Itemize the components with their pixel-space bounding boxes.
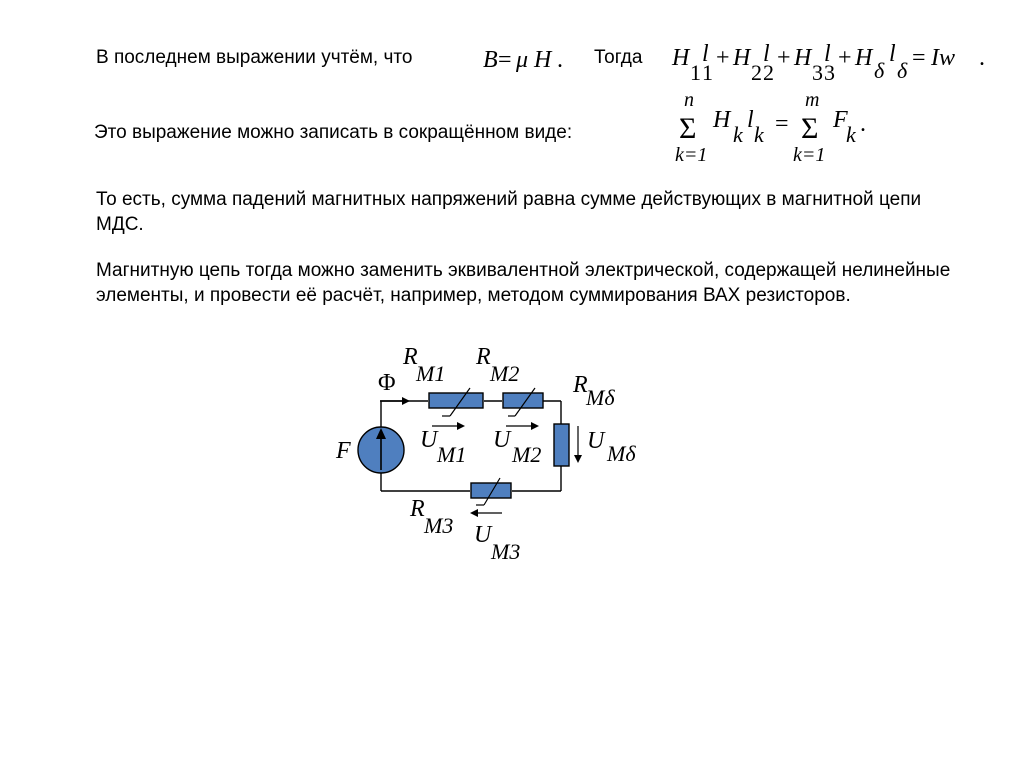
magnetic-circuit-diagram [335, 344, 636, 564]
svg-text:H: H [713, 107, 731, 133]
svg-text:F: F [833, 107, 848, 133]
svg-text:3: 3 [812, 60, 823, 85]
svg-text:B: B [483, 47, 498, 73]
formula-sum-hl-equals-iw [671, 41, 985, 85]
svg-text:k=1: k=1 [675, 144, 708, 166]
um2-sub-label: M2 [512, 442, 542, 467]
svg-text:Σ: Σ [801, 112, 819, 145]
svg-text:l: l [824, 41, 831, 67]
svg-text:k=1: k=1 [793, 144, 826, 166]
svg-text:m: m [805, 89, 820, 111]
svg-text:H: H [794, 45, 812, 71]
svg-text:l: l [747, 107, 754, 133]
rm2-sub-label: M2 [490, 361, 520, 386]
rm3-r-label: R [410, 496, 425, 522]
um3-sub-label: M3 [491, 539, 521, 564]
circuit-wire [381, 401, 428, 427]
svg-text:+: + [777, 45, 791, 71]
line1-then-word: Тогда [594, 47, 643, 68]
paragraph-equivalent-circuit: Магнитную цепь тогда можно заменить эквивалентной электрической, содержащей нелинейные элементы, и провести её расчёт, например, методом суммирования ВАХ резисторов. [96, 260, 951, 306]
um3-u-label: U [474, 522, 492, 548]
svg-text:.: . [860, 111, 866, 137]
svg-text:+: + [716, 45, 730, 71]
svg-text:k: k [733, 122, 743, 147]
umd-sub-label: Mδ [607, 441, 636, 466]
line2-text: Это выражение можно записать в сокращённом виде: [94, 122, 573, 143]
svg-text:k: k [846, 122, 856, 147]
umd-u-label: U [587, 428, 605, 454]
um1-u-label: U [420, 427, 438, 453]
resistor-rm3 [471, 483, 511, 498]
flux-label: Φ [378, 370, 396, 396]
rm3-sub-label: M3 [424, 513, 454, 538]
svg-text:μ: μ [516, 47, 529, 73]
svg-text:n: n [684, 89, 694, 111]
svg-text:.: . [979, 45, 985, 71]
svg-text:l: l [702, 41, 709, 67]
um1-sub-label: M1 [437, 442, 467, 467]
line1-text: В последнем выражении учтём, что [96, 47, 413, 68]
svg-text:1: 1 [702, 60, 713, 85]
rm2-r-label: R [476, 344, 491, 370]
svg-text:3: 3 [824, 60, 835, 85]
svg-text:=: = [775, 111, 789, 137]
svg-text:H: H [733, 45, 751, 71]
svg-text:l: l [889, 41, 896, 67]
svg-text:=: = [498, 47, 512, 73]
svg-text:2: 2 [763, 60, 774, 85]
svg-text:k: k [754, 122, 764, 147]
svg-text:2: 2 [751, 60, 762, 85]
resistor-rmdelta [554, 424, 569, 466]
formula-b-equals-mu-h [483, 47, 563, 73]
svg-text:l: l [763, 41, 770, 67]
svg-text:H: H [672, 45, 690, 71]
source-label: F [336, 438, 351, 464]
rm1-r-label: R [403, 344, 418, 370]
paragraph-sum-of-mmf: То есть, сумма падений магнитных напряжений равна сумме действующих в магнитной цепи МДС. [96, 189, 922, 235]
svg-text:+: + [838, 45, 852, 71]
svg-text:δ: δ [897, 58, 908, 83]
svg-text:H: H [534, 47, 552, 73]
svg-text:1: 1 [690, 60, 701, 85]
formula-sigma-hl-equals-sigma-f [675, 89, 866, 166]
svg-text:=: = [912, 45, 926, 71]
rm1-sub-label: M1 [416, 361, 446, 386]
rmd-sub-label: Mδ [586, 385, 615, 410]
svg-text:Σ: Σ [679, 112, 697, 145]
svg-text:H: H [855, 45, 873, 71]
rmd-r-label: R [573, 372, 588, 398]
svg-text:.: . [557, 47, 563, 73]
svg-text:Iw: Iw [931, 45, 955, 71]
svg-text:δ: δ [874, 58, 885, 83]
um2-u-label: U [493, 427, 511, 453]
resistor-rm1 [429, 393, 483, 408]
